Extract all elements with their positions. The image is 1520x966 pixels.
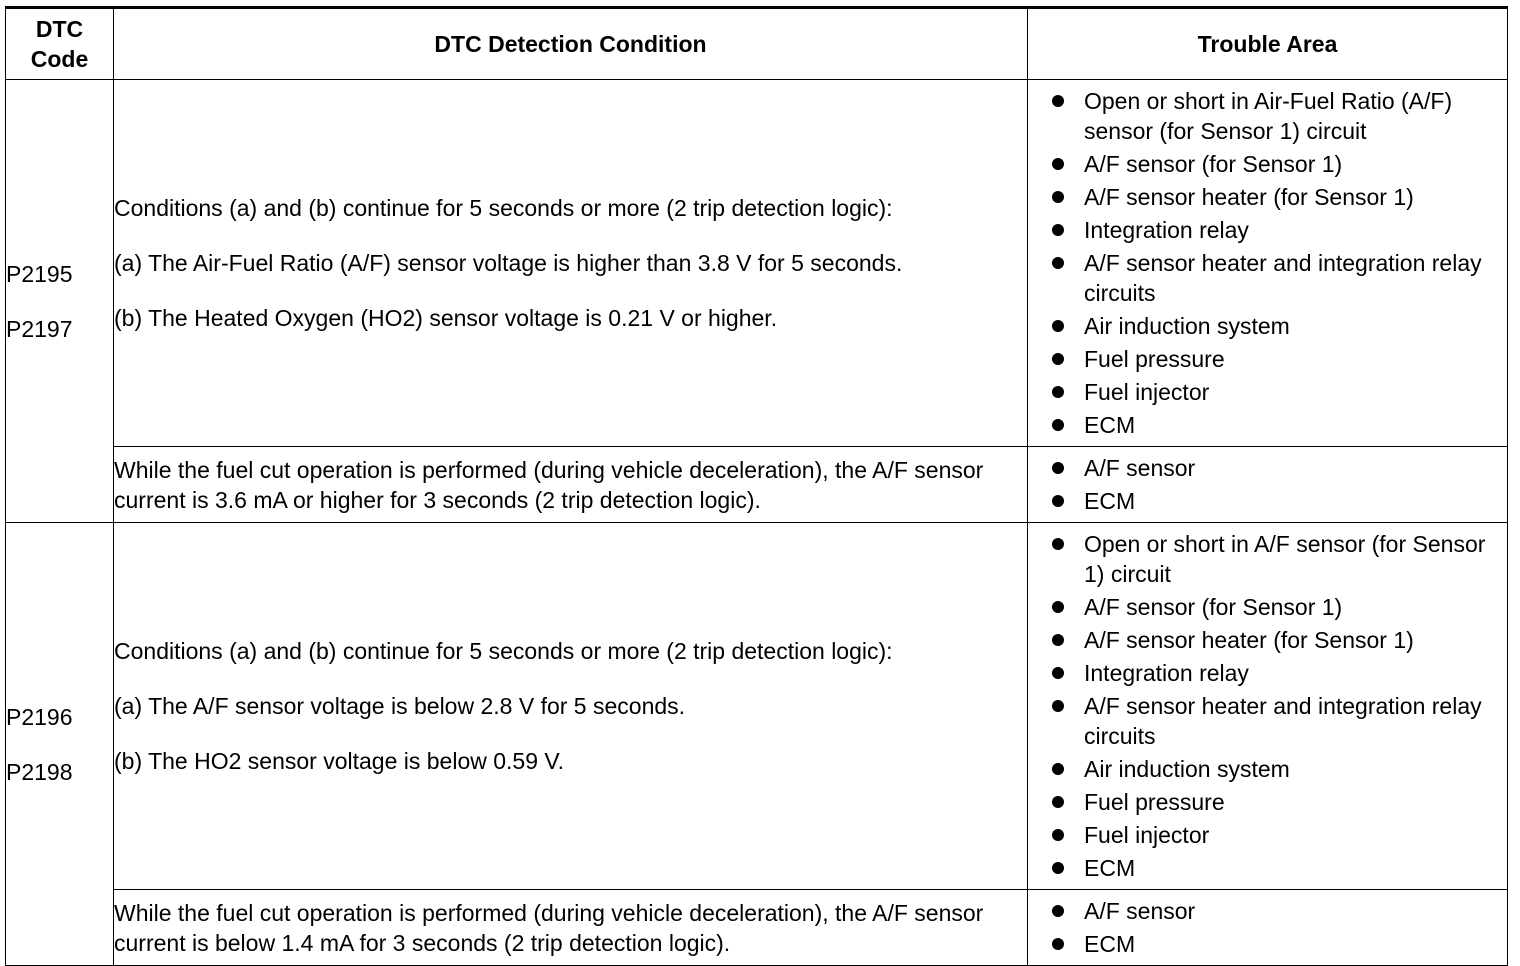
- bullet-icon: [1052, 829, 1064, 841]
- list-item: [1028, 311, 1499, 341]
- bullet-icon: [1052, 862, 1064, 874]
- trouble-area-text: Open or short in Air-Fuel Ratio (A/F) sensor (for Sensor 1) circuit: [1084, 88, 1453, 144]
- trouble-area-text: ECM: [1084, 412, 1136, 438]
- detection-condition-cell: [114, 447, 1028, 523]
- trouble-area-list: [1028, 80, 1507, 446]
- trouble-area-text: A/F sensor (for Sensor 1): [1084, 151, 1343, 177]
- bullet-icon: [1052, 538, 1064, 550]
- list-item: [1028, 853, 1499, 883]
- list-item: [1028, 691, 1499, 751]
- trouble-area-text: Fuel injector: [1084, 379, 1210, 405]
- dtc-code-cell: [6, 523, 114, 966]
- condition-text: Conditions (a) and (b) continue for 5 seconds or more (2 trip detection logic):: [114, 638, 893, 664]
- condition-text: While the fuel cut operation is performed (during vehicle deceleration), the A/F sensor current is 3.6 mA or higher for 3 seconds (2 trip detection logic).: [114, 456, 984, 513]
- list-item: [1028, 248, 1499, 308]
- list-item: [1028, 377, 1499, 407]
- bullet-icon: [1052, 386, 1064, 398]
- condition-text: (b) The HO2 sensor voltage is below 0.59 V.: [114, 748, 565, 774]
- condition-text: Conditions (a) and (b) continue for 5 seconds or more (2 trip detection logic):: [114, 195, 893, 221]
- list-item: [1028, 529, 1499, 589]
- detection-condition-cell: [114, 523, 1028, 890]
- list-item: [1028, 486, 1499, 516]
- list-item: [1028, 215, 1499, 245]
- list-item: [1028, 787, 1499, 817]
- trouble-area-cell: [1028, 447, 1508, 523]
- header-trouble-area: Trouble Area: [1028, 8, 1508, 80]
- trouble-area-text: Open or short in A/F sensor (for Sensor 1) circuit: [1084, 531, 1486, 587]
- trouble-area-text: A/F sensor heater (for Sensor 1): [1084, 627, 1414, 653]
- table-row: [6, 80, 1508, 447]
- trouble-area-list: [1028, 890, 1507, 965]
- list-item: [1028, 344, 1499, 374]
- trouble-area-cell: [1028, 80, 1508, 447]
- list-item: [1028, 754, 1499, 784]
- bullet-icon: [1052, 700, 1064, 712]
- list-item: [1028, 149, 1499, 179]
- header-row: [6, 8, 1508, 80]
- header-detection-condition: DTC Detection Condition: [114, 8, 1028, 80]
- bullet-icon: [1052, 158, 1064, 170]
- condition-text: While the fuel cut operation is performed (during vehicle deceleration), the A/F sensor current is below 1.4 mA for 3 seconds (2 trip detection logic).: [114, 899, 984, 956]
- list-item: [1028, 896, 1499, 926]
- list-item: [1028, 658, 1499, 688]
- trouble-area-text: A/F sensor: [1084, 455, 1196, 481]
- bullet-icon: [1052, 320, 1064, 332]
- trouble-area-list: [1028, 523, 1507, 889]
- trouble-area-text: Fuel pressure: [1084, 789, 1225, 815]
- list-item: [1028, 410, 1499, 440]
- trouble-area-text: A/F sensor heater (for Sensor 1): [1084, 184, 1414, 210]
- list-item: [1028, 820, 1499, 850]
- header-dtc-code-label: DTC Code: [30, 16, 89, 72]
- bullet-icon: [1052, 905, 1064, 917]
- bullet-icon: [1052, 601, 1064, 613]
- trouble-area-text: Fuel pressure: [1084, 346, 1225, 372]
- bullet-icon: [1052, 938, 1064, 950]
- trouble-area-cell: [1028, 523, 1508, 890]
- list-item: [1028, 182, 1499, 212]
- trouble-area-text: ECM: [1084, 488, 1136, 514]
- dtc-code: P2197: [6, 315, 73, 342]
- condition-text: (a) The Air-Fuel Ratio (A/F) sensor voltage is higher than 3.8 V for 5 seconds.: [114, 250, 903, 276]
- bullet-icon: [1052, 191, 1064, 203]
- bullet-icon: [1052, 95, 1064, 107]
- bullet-icon: [1052, 495, 1064, 507]
- bullet-icon: [1052, 419, 1064, 431]
- bullet-icon: [1052, 667, 1064, 679]
- trouble-area-cell: [1028, 890, 1508, 966]
- table-row: [6, 890, 1508, 966]
- table-row: [6, 447, 1508, 523]
- bullet-icon: [1052, 257, 1064, 269]
- bullet-icon: [1052, 634, 1064, 646]
- trouble-area-list: [1028, 447, 1507, 522]
- list-item: [1028, 625, 1499, 655]
- trouble-area-text: ECM: [1084, 855, 1136, 881]
- trouble-area-text: A/F sensor: [1084, 898, 1196, 924]
- dtc-code: P2195: [6, 260, 73, 287]
- trouble-area-text: Air induction system: [1084, 756, 1290, 782]
- bullet-icon: [1052, 353, 1064, 365]
- bullet-icon: [1052, 224, 1064, 236]
- trouble-area-text: A/F sensor (for Sensor 1): [1084, 594, 1343, 620]
- trouble-area-text: Air induction system: [1084, 313, 1290, 339]
- table-row: [6, 523, 1508, 890]
- condition-text: (b) The Heated Oxygen (HO2) sensor voltage is 0.21 V or higher.: [114, 305, 778, 331]
- list-item: [1028, 86, 1499, 146]
- list-item: [1028, 592, 1499, 622]
- dtc-code-cell: [6, 80, 114, 523]
- detection-condition-cell: [114, 890, 1028, 966]
- trouble-area-text: A/F sensor heater and integration relay circuits: [1084, 250, 1482, 306]
- bullet-icon: [1052, 763, 1064, 775]
- trouble-area-text: Integration relay: [1084, 217, 1249, 243]
- dtc-table: [5, 6, 1508, 966]
- trouble-area-text: A/F sensor heater and integration relay circuits: [1084, 693, 1482, 749]
- header-dtc-code: [6, 8, 114, 80]
- trouble-area-text: ECM: [1084, 931, 1136, 957]
- dtc-code: P2196: [6, 703, 73, 730]
- list-item: [1028, 453, 1499, 483]
- detection-condition-cell: [114, 80, 1028, 447]
- dtc-code: P2198: [6, 758, 73, 785]
- trouble-area-text: Integration relay: [1084, 660, 1249, 686]
- list-item: [1028, 929, 1499, 959]
- bullet-icon: [1052, 462, 1064, 474]
- condition-text: (a) The A/F sensor voltage is below 2.8 V for 5 seconds.: [114, 693, 686, 719]
- trouble-area-text: Fuel injector: [1084, 822, 1210, 848]
- bullet-icon: [1052, 796, 1064, 808]
